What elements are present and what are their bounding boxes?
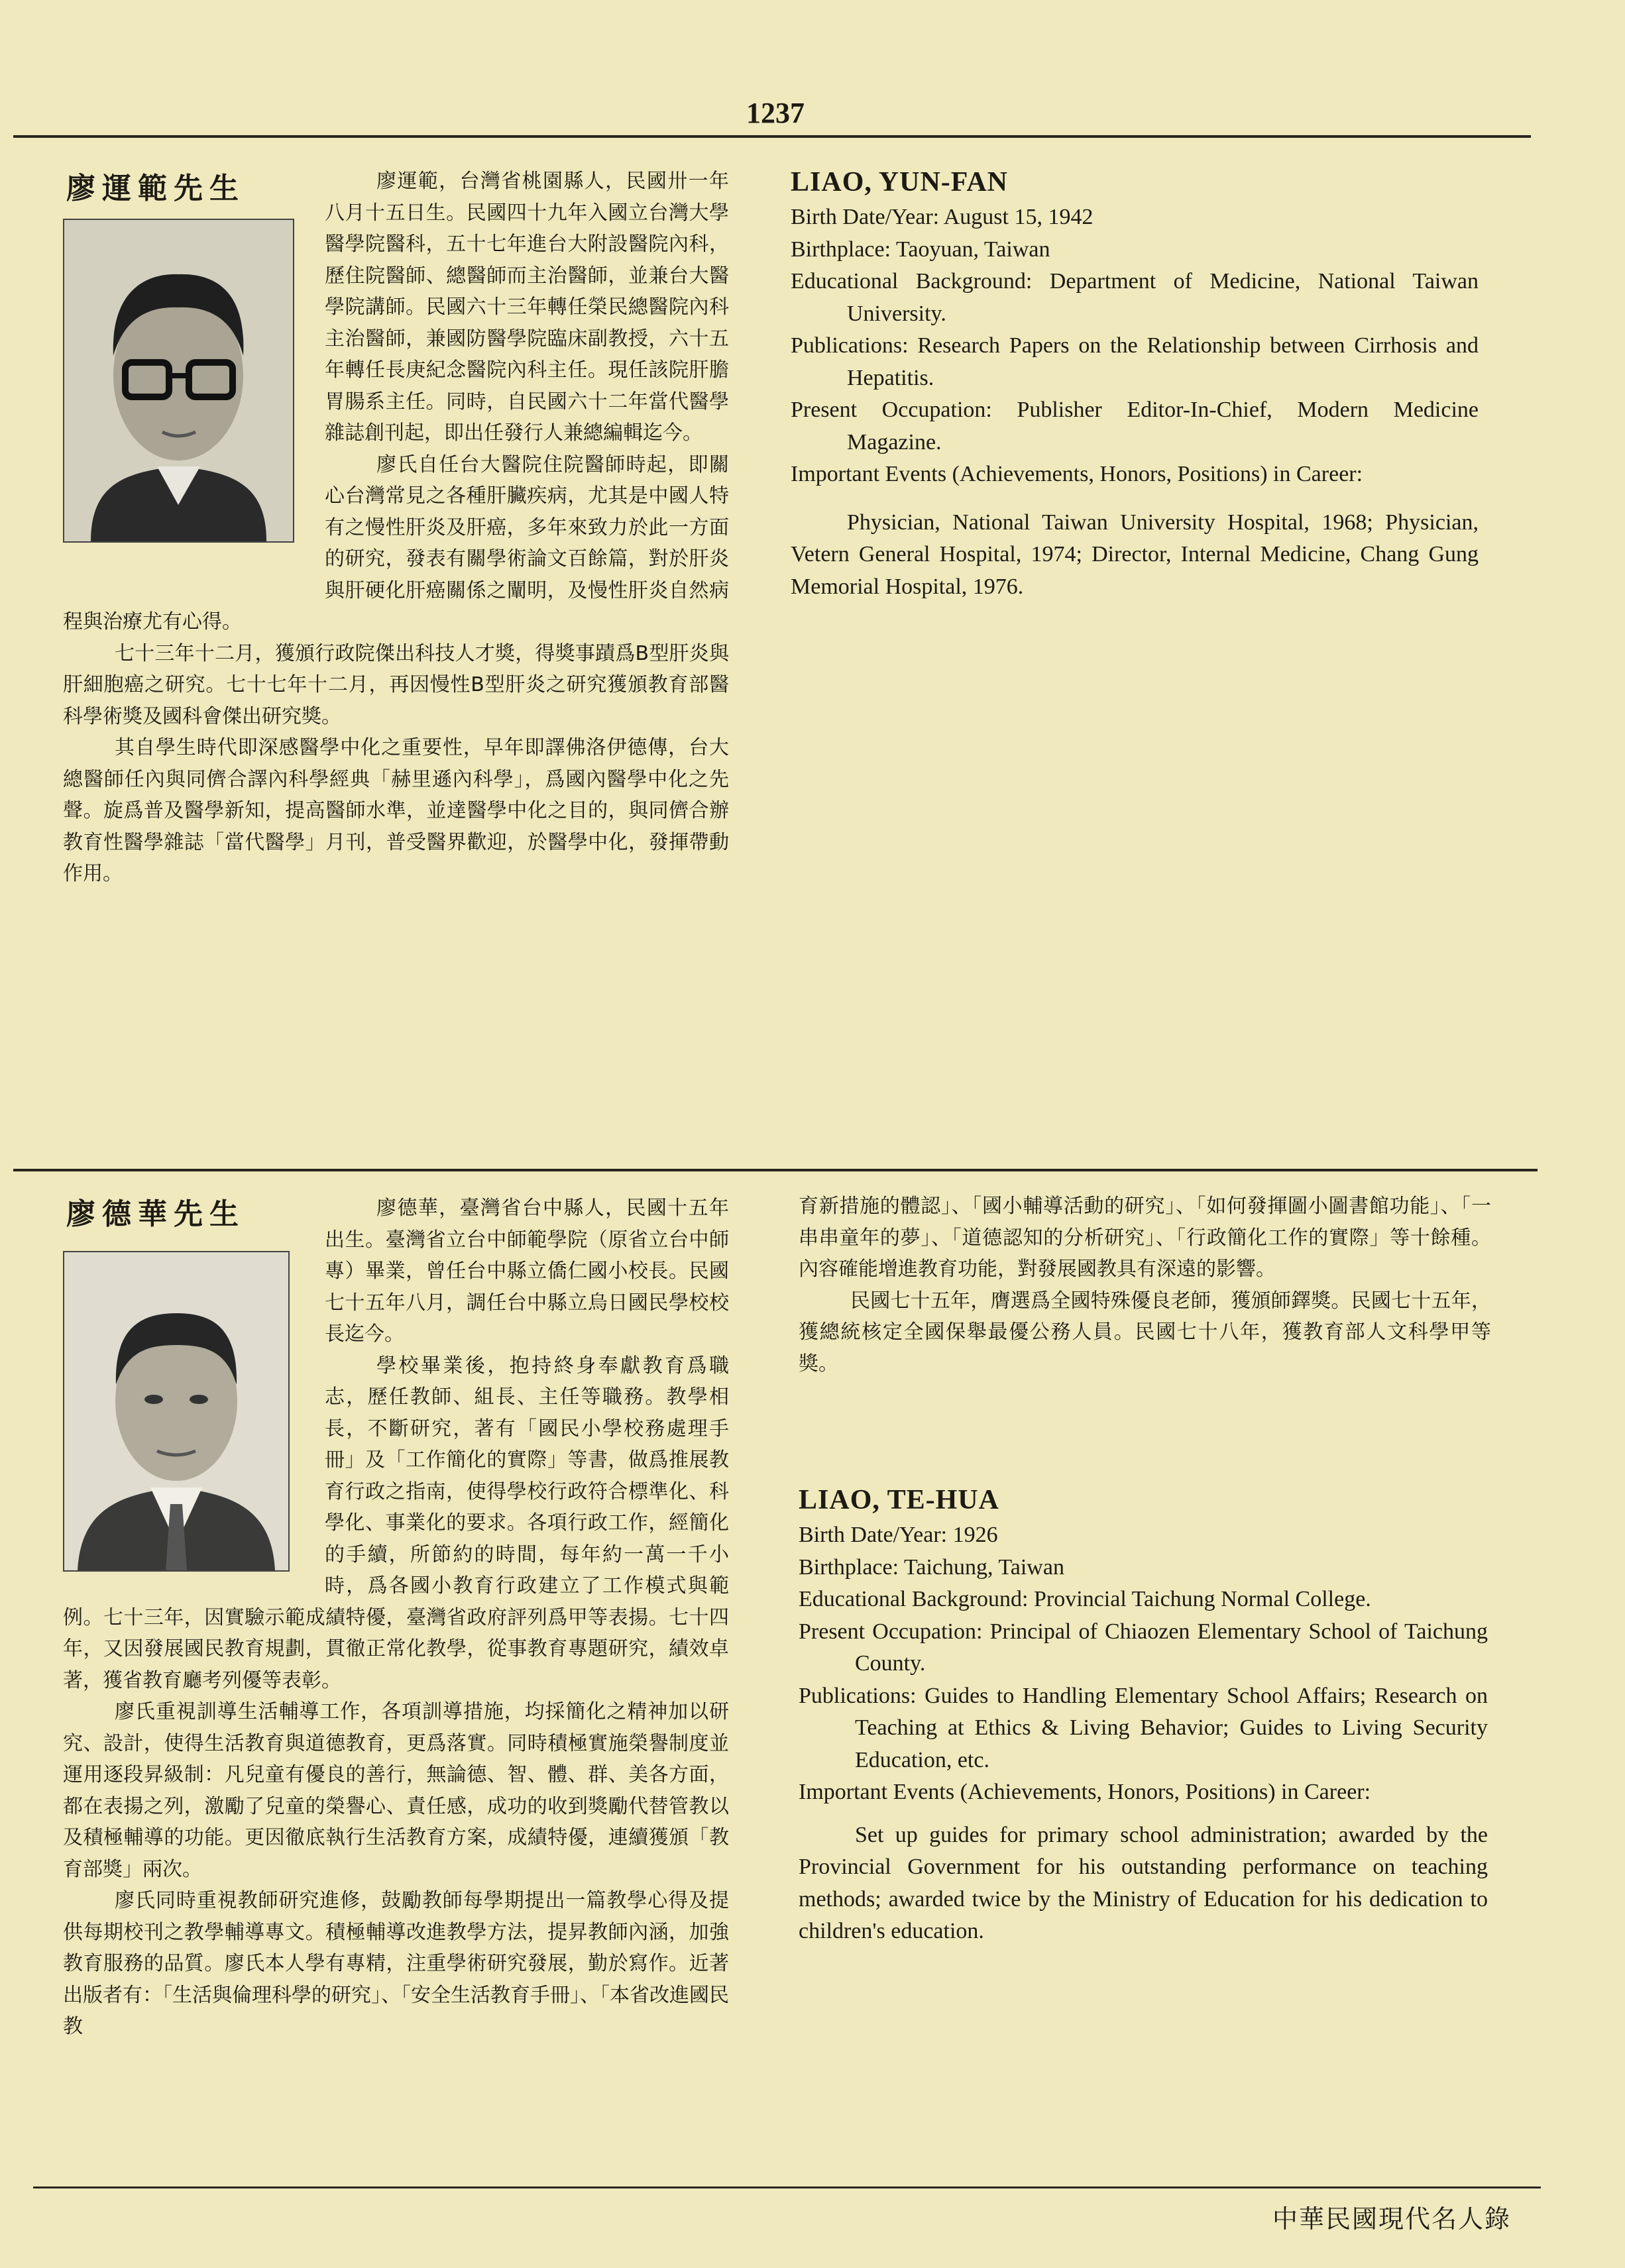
entry-1-chinese-paragraph-3: 七十三年十二月，獲頒行政院傑出科技人才獎，得獎事蹟爲B型肝炎與肝細胞癌之研究。七十七年十二月，再因慢性B型肝炎之研究獲頒教育部醫科學術獎及國科會傑出研究獎。 (63, 641, 729, 728)
entry-2-field: Present Occupation: Principal of Chiaozen Elementary School of Taichung County. (799, 1619, 1488, 1676)
entry-1-chinese-paragraph-4: 其自學生時代即深感醫學中化之重要性，早年即譯佛洛伊德傳，台大總醫師任內與同儕合譯內科學經典「赫里遜內科學」，爲國內醫學中化之先聲。旋爲普及醫學新知，提高醫師水準，並達醫學中化之目的，與同儕合辦教育性醫學雜誌「當代醫學」月刊，普受醫界歡迎，於醫學中化，發揮帶動作用。 (63, 736, 729, 885)
entry-2-chinese-paragraph-3: 廖氏重視訓導生活輔導工作，各項訓導措施，均採簡化之精神加以研究、設計，使得生活教育與道德教育，更爲落實。同時積極實施榮譽制度並運用逐段昇級制：凡兒童有優良的善行，無論德、智、體、群、美各方面，都在表揚之列，激勵了兒童的榮譽心、責任感，成功的收到獎勵代替管教以及積極輔導的功能。更因徹底執行生活教育方案，成績特優，連續獲頒「教育部獎」兩次。 (63, 1700, 729, 1881)
entry-2-chinese-paragraph-4: 廖氏同時重視教師研究進修，鼓勵教師每學期提出一篇教學心得及提供每期校刊之教學輔導專文。積極輔導改進教學方法，提昇教師內涵，加強教育服務的品質。廖氏本人學有專精，注重學術研究發展，勤於寫作。近著出版者有：「生活與倫理科學的研究」、「安全生活教育手冊」、「本省改進國民教 (63, 1889, 729, 2038)
entry-2-english-name: LIAO, TE-HUA (799, 1485, 999, 1515)
page-number: 1237 (746, 97, 805, 129)
section-divider (13, 1169, 1538, 1171)
entry-2-field: Educational Background: Provincial Taichung Normal College. (799, 1587, 1371, 1611)
entry-2-field: Birth Date/Year: 1926 (799, 1523, 998, 1547)
entry-1-field: Publications: Research Papers on the Relationship between Cirrhosis and Hepatitis. (791, 333, 1479, 390)
entry-1-chinese-name: 廖運範先生 (66, 172, 245, 205)
entry-2-events-label: Important Events (Achievements, Honors, Positions) in Career: (799, 1780, 1371, 1804)
entry-1-events-text: Physician, National Taiwan University Hospital, 1968; Physician, Vetern General Hospital, 1974; Director, Internal Medicine, Chang Gung Memorial Hospital, 1976. (791, 510, 1479, 599)
entry-2-continuation-paragraph-2: 民國七十五年，膺選爲全國特殊優良老師，獲頒師鐸獎。民國七十五年，獲總統核定全國保舉最優公務人員。民國七十八年，獲教育部人文科學甲等獎。 (799, 1289, 1491, 1376)
entry-2-chinese-paragraph-2: 學校畢業後，抱持終身奉獻教育爲職志，歷任教師、組長、主任等職務。教學相長，不斷研究，著有「國民小學校務處理手冊」及「工作簡化的實際」等書，做爲推展教育行政之指南，使得學校行政符合標準化、科學化、事業化的要求。各項行政工作，經簡化的手續，所節約的時間，每年約一萬一千小時，爲各國小教育行政建立了工作模式與範例。七十三年，因實驗示範成績特優，臺灣省政府評列爲甲等表揚。七十四年，又因發展國民教育規劃，貫徹正常化教學，從事教育專題研究，績效卓著，獲省教育廳考列優等表彰。 (63, 1354, 729, 1692)
entry-2-chinese-continuation (799, 1191, 1491, 1379)
entry-1-english-name: LIAO, YUN-FAN (791, 167, 1008, 197)
entry-1-chinese-paragraph-1: 廖運範，台灣省桃園縣人，民國卅一年八月十五日生。民國四十九年入國立台灣大學醫學院醫科，五十七年進台大附設醫院內科，歷住院醫師、總醫師而主治醫師，並兼台大醫學院講師。民國六十三年轉任榮民總醫院內科主治醫師，兼國防醫學院臨床副教授，六十五年轉任長庚紀念醫院內科主任。現任該院肝膽胃腸系主任。同時，自民國六十二年當代醫學雜誌創刊起，即出任發行人兼總編輯迄今。 (325, 170, 729, 445)
entry-1-english-bio (791, 164, 1479, 603)
entry-2-continuation-paragraph-1: 育新措施的體認」、「國小輔導活動的研究」、「如何發揮圖小圖書館功能」、「一串串童年的夢」、「道德認知的分析研究」、「行政簡化工作的實際」等十餘種。內容確能增進教育功能，對發展國教具有深遠的影響。 (799, 1195, 1491, 1281)
entry-1-field: Educational Background: Department of Medicine, National Taiwan University. (791, 269, 1479, 326)
entry-2-field: Publications: Guides to Handling Elementary School Affairs; Research on Teaching at Ethics & Living Behavior; Guides to Living Security Education, etc. (799, 1683, 1488, 1772)
entry-2-chinese-paragraph-1: 廖德華，臺灣省台中縣人，民國十五年出生。臺灣省立台中師範學院（原省立台中師專）畢業，曾任台中縣立僑仁國小校長。民國七十五年八月，調任台中縣立烏日國民學校校長迄今。 (325, 1197, 729, 1346)
entry-2-events-text: Set up guides for primary school administration; awarded by the Provincial Government for his outstanding performance on teaching methods; awarded twice by the Ministry of Education for his dedication to children's education. (799, 1822, 1488, 1943)
entry-2-chinese-name: 廖德華先生 (66, 1197, 245, 1231)
entry-2-field: Birthplace: Taichung, Taiwan (799, 1554, 1064, 1580)
entry-1-field: Birth Date/Year: August 15, 1942 (791, 205, 1093, 229)
entry-2-chinese-bio (63, 1193, 729, 2043)
footer-rule (33, 2187, 1541, 2188)
entry-1-chinese-paragraph-2: 廖氏自任台大醫院住院醫師時起，即關心台灣常見之各種肝臟疾病，尤其是中國人特有之慢性肝炎及肝癌，多年來致力於此一方面的研究，發表有關學術論文百餘篇，對於肝炎與肝硬化肝癌關係之闡明，及慢性肝炎自然病程與治療尤有心得。 (63, 453, 729, 633)
entry-1-field: Present Occupation: Publisher Editor-In-Chief, Modern Medicine Magazine. (791, 398, 1479, 455)
entry-1-field: Birthplace: Taoyuan, Taiwan (791, 237, 1050, 262)
footer-title: 中華民國現代名人錄 (1272, 2204, 1511, 2234)
header-rule (13, 135, 1531, 138)
entry-1-events-label: Important Events (Achievements, Honors, Positions) in Career: (791, 462, 1363, 486)
entry-2-english-bio (799, 1482, 1488, 1948)
entry-1-chinese-bio (63, 166, 729, 890)
